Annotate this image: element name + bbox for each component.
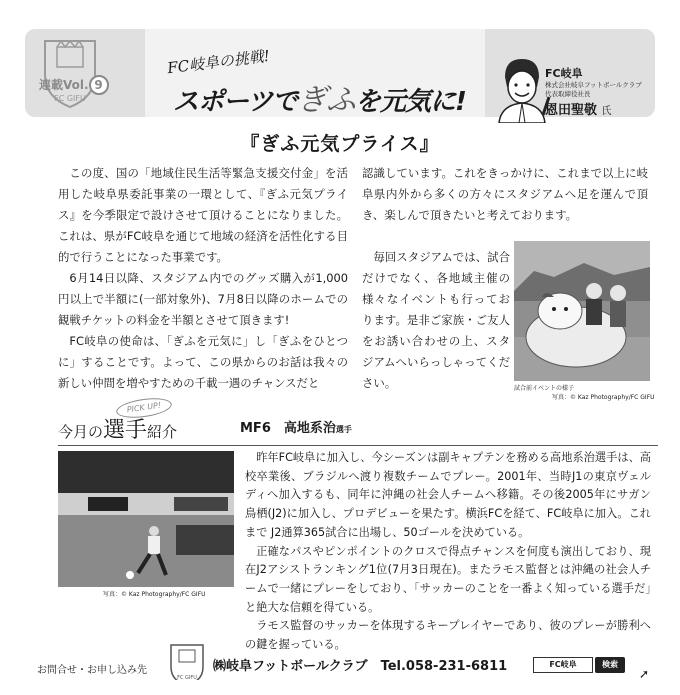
fc-gifu-crest-icon [167,641,207,680]
article-card [17,15,663,680]
article-left-column [58,163,348,394]
paragraph: この度、国の「地域住民生活等緊急支援交付金」を活用した岐阜県委託事業の一環として、『ぎふ元気プライス』を今季限定で設けさせて頂けることになりました。これは、県がFC岐阜を通じて地域の経済を活性化する目的で行うことになった事業です。 [58,166,348,264]
paragraph: ラモス監督のサッカーを体現するキープレイヤーであり、彼のプレーが勝利への鍵を握っている。 [245,619,651,652]
paragraph: FC岐阜の使命は、「ぎふを元気に」し「ぎふをひとつに」することです。よって、この県からのお話は我々の新しい仲間を増やすための千載一遇のチャンスだと [58,334,348,390]
fc-gifu-crest-icon [39,35,101,109]
search-button[interactable]: 検索 [595,657,625,673]
article-right-column [362,163,648,226]
player-name: MF6 高地系治選手 [240,421,352,436]
paragraph: 6月14日以降、スタジアム内でのグッズ購入が1,000円以上で半額に(一部対象外)、7月8日以降のホームでの観戦チケットの料金を半額とさせて頂きます! [58,271,348,327]
pickup-badge: PICK UP! [115,395,173,421]
event-photo-caption: 試合前イベントの様子 [514,385,575,392]
svg-text:FC GIFU: FC GIFU [177,675,197,681]
headline: スポーツでぎふを元気に! [173,83,466,118]
cursor-icon: ➚ [639,667,650,680]
president-portrait-icon [491,53,553,123]
paragraph: 認識しています。これをきっかけに、これまで以上に岐阜県内外から多くの方々にスタジアムへ足を運んで頂き、楽しんで頂きたいと考えております。 [362,166,648,222]
club-contact-info: ㈱岐阜フットボールクラブ Tel.058-231-6811 [213,659,508,674]
player-profile-text [245,449,651,655]
footer [17,637,663,681]
player-photo-credit: 写真：© Kaz Photography/FC GIFU [103,591,206,598]
header-banner [17,23,663,118]
search-input[interactable]: FC岐阜 [533,657,593,673]
player-pickup-heading: 今月の選手紹介 PICK UP! MF6 高地系治選手 [58,409,658,449]
article-right-column-2 [362,247,510,394]
contact-label: お問合せ・お申し込み先 [37,665,147,676]
paragraph: 昨年FC岐阜に加入し、今シーズンは副キャプテンを務める高地系治選手は、高校卒業後、ブラジルへ渡り複数チームでプレー。2001年、当時J1の東京ヴェルディへ加入するも、同年に沖縄の社会人チームへ移籍。その後2005年にサガン鳥栖(J2)に加入し、プロデビューを果たす。横浜FCを経て、FC岐阜に加入。これまで J2通算365試合に出場し、50ゴールを決めている。 [245,451,651,539]
article-title: 『ぎふ元気プライス』 [240,133,440,155]
svg-text:FC GIFU: FC GIFU [54,94,86,103]
player-photo [58,451,234,587]
paragraph: 正確なパスやピンポイントのクロスで得点チャンスを何度も演出しており、現在J2アシストランキング1位(7月3日現在)。またラモス監督とは沖縄の社会人チームで一緒にプレーをしており、「サッカーのことを一番よく知っている選手だ」と絶大な信頼を得ている。 [245,544,651,614]
series-label: 連載Vol. 9 [39,75,109,95]
president-name: 恩田聖敬 [545,103,598,118]
event-photo-credit: 写真：© Kaz Photography/FC GIFU [552,394,655,401]
paragraph: 毎回スタジアムでは、試合だけでなく、各地域主催の様々なイベントも行っております。是非ご家族・ご友人をお誘い合わせの上、スタジアムへいらっしゃってください。 [362,250,510,390]
divider [58,445,658,446]
kicker-text: FC岐阜の挑戦! [166,46,271,78]
event-photo [514,241,650,381]
president-info: FC岐阜 株式会社岐阜フットボールクラブ 代表取締役社長 恩田聖敬 氏 [545,67,642,118]
search-widget [533,657,625,673]
